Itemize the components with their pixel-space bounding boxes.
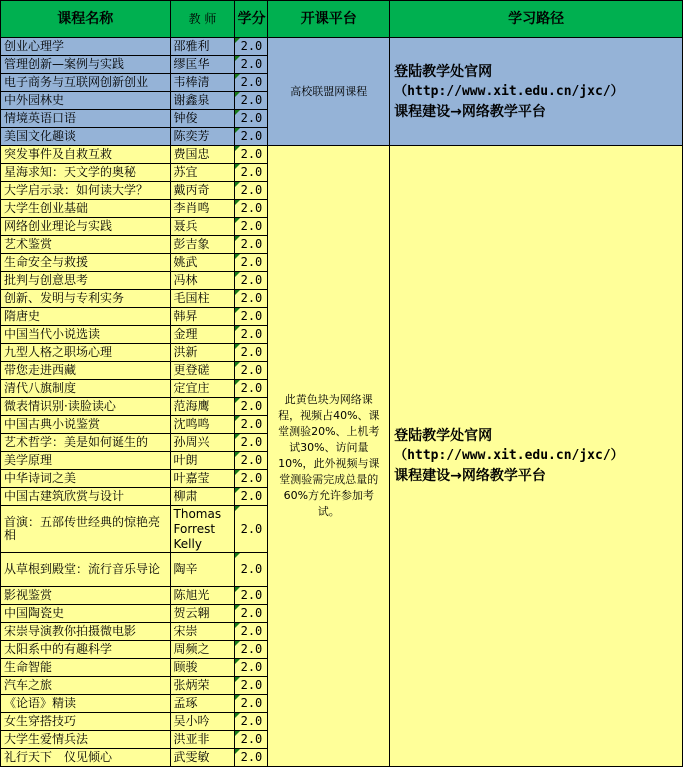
credit-value: 2.0 — [235, 380, 268, 398]
teacher-name: 陈奕芳 — [170, 128, 235, 146]
course-name: 《论语》精读 — [1, 695, 171, 713]
table-row — [1, 38, 683, 56]
course-name: 首演：五部传世经典的惊艳亮相 — [1, 506, 171, 553]
credit-value: 2.0 — [235, 110, 268, 128]
teacher-name: 范海鹰 — [170, 398, 235, 416]
header-teacher: 教 师 — [170, 1, 235, 38]
credit-value: 2.0 — [235, 362, 268, 380]
teacher-name: 孙周兴 — [170, 434, 235, 452]
course-name: 中华诗词之美 — [1, 470, 171, 488]
course-name: 带您走进西藏 — [1, 362, 171, 380]
course-name: 生命智能 — [1, 659, 171, 677]
teacher-name: 洪亚非 — [170, 731, 235, 749]
learning-path-cell — [390, 146, 683, 767]
course-name: 太阳系中的有趣科学 — [1, 641, 171, 659]
course-name: 大学启示录：如何读大学？ — [1, 182, 171, 200]
header-course: 课程名称 — [1, 1, 171, 38]
credit-value: 2.0 — [235, 92, 268, 110]
course-name: 女生穿搭技巧 — [1, 713, 171, 731]
teacher-name: 冯林 — [170, 272, 235, 290]
teacher-name: 更登磋 — [170, 362, 235, 380]
credit-value: 2.0 — [235, 488, 268, 506]
course-name: 宋崇导演教你拍摄微电影 — [1, 623, 171, 641]
teacher-name: 吴小吟 — [170, 713, 235, 731]
teacher-name: 叶嘉莹 — [170, 470, 235, 488]
credit-value: 2.0 — [235, 713, 268, 731]
course-name: 美国文化趣谈 — [1, 128, 171, 146]
credit-value: 2.0 — [235, 749, 268, 767]
teacher-name: 姚武 — [170, 254, 235, 272]
credit-value: 2.0 — [235, 452, 268, 470]
path-url: （http://www.xit.edu.cn/jxc/） — [394, 83, 624, 99]
credit-value: 2.0 — [235, 272, 268, 290]
course-name: 管理创新—案例与实践 — [1, 56, 171, 74]
course-name: 突发事件及自救互救 — [1, 146, 171, 164]
teacher-name: 钟俊 — [170, 110, 235, 128]
course-name: 礼行天下 仪见倾心 — [1, 749, 171, 767]
teacher-name: 韦棒清 — [170, 74, 235, 92]
platform-cell: 高校联盟网课程 — [268, 38, 390, 146]
teacher-name: 沈鸣鸣 — [170, 416, 235, 434]
credit-value: 2.0 — [235, 38, 268, 56]
credit-value: 2.0 — [235, 56, 268, 74]
course-name: 中国古典小说鉴赏 — [1, 416, 171, 434]
teacher-name: 毛国柱 — [170, 290, 235, 308]
course-name: 汽车之旅 — [1, 677, 171, 695]
course-name: 中外园林史 — [1, 92, 171, 110]
course-name: 网络创业理论与实践 — [1, 218, 171, 236]
credit-value: 2.0 — [235, 164, 268, 182]
credit-value: 2.0 — [235, 623, 268, 641]
course-name: 星海求知：天文学的奥秘 — [1, 164, 171, 182]
teacher-name: 戴丙奇 — [170, 182, 235, 200]
header-platform: 开课平台 — [268, 1, 390, 38]
course-name: 影视鉴赏 — [1, 587, 171, 605]
course-name: 电子商务与互联网创新创业 — [1, 74, 171, 92]
teacher-name: 周频之 — [170, 641, 235, 659]
credit-value: 2.0 — [235, 506, 268, 553]
teacher-name: 定宜庄 — [170, 380, 235, 398]
teacher-name: 陈旭光 — [170, 587, 235, 605]
course-name: 情境英语口语 — [1, 110, 171, 128]
teacher-name: 柳肃 — [170, 488, 235, 506]
course-name: 批判与创意思考 — [1, 272, 171, 290]
teacher-name: 孟琢 — [170, 695, 235, 713]
teacher-name: 武雯敏 — [170, 749, 235, 767]
credit-value: 2.0 — [235, 308, 268, 326]
teacher-name: 邵雅利 — [170, 38, 235, 56]
course-name: 中国陶瓷史 — [1, 605, 171, 623]
credit-value: 2.0 — [235, 128, 268, 146]
course-name: 创新、发明与专利实务 — [1, 290, 171, 308]
teacher-name: 韩昇 — [170, 308, 235, 326]
course-name: 隋唐史 — [1, 308, 171, 326]
course-name: 中国当代小说选读 — [1, 326, 171, 344]
teacher-name: 叶朗 — [170, 452, 235, 470]
credit-value: 2.0 — [235, 695, 268, 713]
course-name: 美学原理 — [1, 452, 171, 470]
course-name: 九型人格之职场心理 — [1, 344, 171, 362]
course-name: 生命安全与救援 — [1, 254, 171, 272]
teacher-name: 洪新 — [170, 344, 235, 362]
teacher-name: 缪匡华 — [170, 56, 235, 74]
credit-value: 2.0 — [235, 74, 268, 92]
credit-value: 2.0 — [235, 398, 268, 416]
credit-value: 2.0 — [235, 605, 268, 623]
course-name: 从草根到殿堂：流行音乐导论 — [1, 553, 171, 587]
table-body — [1, 38, 683, 767]
path-text: 课程建设→网络教学平台 — [394, 103, 546, 120]
credit-value: 2.0 — [235, 254, 268, 272]
credit-value: 2.0 — [235, 290, 268, 308]
table-row — [1, 146, 683, 164]
teacher-name: Thomas Forrest Kelly — [170, 506, 235, 553]
header-row — [1, 1, 683, 38]
credit-value: 2.0 — [235, 470, 268, 488]
course-name: 大学生创业基础 — [1, 200, 171, 218]
credit-value: 2.0 — [235, 416, 268, 434]
credit-value: 2.0 — [235, 146, 268, 164]
course-name: 中国古建筑欣赏与设计 — [1, 488, 171, 506]
teacher-name: 费国忠 — [170, 146, 235, 164]
credit-value: 2.0 — [235, 434, 268, 452]
course-name: 大学生爱情兵法 — [1, 731, 171, 749]
teacher-name: 贺云翱 — [170, 605, 235, 623]
course-name: 清代八旗制度 — [1, 380, 171, 398]
teacher-name: 宋崇 — [170, 623, 235, 641]
credit-value: 2.0 — [235, 182, 268, 200]
teacher-name: 张炳荣 — [170, 677, 235, 695]
header-path: 学习路径 — [390, 1, 683, 38]
credit-value: 2.0 — [235, 326, 268, 344]
path-text: 课程建设→网络教学平台 — [394, 468, 546, 484]
course-name: 创业心理学 — [1, 38, 171, 56]
teacher-name: 陶辛 — [170, 553, 235, 587]
teacher-name: 顾骏 — [170, 659, 235, 677]
learning-path-cell — [390, 38, 683, 146]
credit-value: 2.0 — [235, 677, 268, 695]
credit-value: 2.0 — [235, 236, 268, 254]
path-text: 登陆教学处官网 — [394, 428, 493, 444]
course-name: 艺术哲学：美是如何诞生的 — [1, 434, 171, 452]
credit-value: 2.0 — [235, 200, 268, 218]
path-url: （http://www.xit.edu.cn/jxc/） — [394, 448, 624, 463]
header-credit: 学分 — [235, 1, 268, 38]
credit-value: 2.0 — [235, 553, 268, 587]
teacher-name: 聂兵 — [170, 218, 235, 236]
credit-value: 2.0 — [235, 731, 268, 749]
credit-value: 2.0 — [235, 659, 268, 677]
course-name: 艺术鉴赏 — [1, 236, 171, 254]
credit-value: 2.0 — [235, 641, 268, 659]
credit-value: 2.0 — [235, 218, 268, 236]
platform-cell: 此黄色块为网络课程，视频占40%、课堂测验20%、上机考试30%、访问量10%，此外视频与课堂测验需完成总量的60%方允许参加考试。 — [268, 146, 390, 767]
credit-value: 2.0 — [235, 344, 268, 362]
course-name: 微表情识别·读脸读心 — [1, 398, 171, 416]
teacher-name: 苏宜 — [170, 164, 235, 182]
teacher-name: 彭吉象 — [170, 236, 235, 254]
credit-value: 2.0 — [235, 587, 268, 605]
path-text: 登陆教学处官网 — [394, 63, 493, 80]
teacher-name: 李肖鸣 — [170, 200, 235, 218]
teacher-name: 金理 — [170, 326, 235, 344]
teacher-name: 谢鑫泉 — [170, 92, 235, 110]
